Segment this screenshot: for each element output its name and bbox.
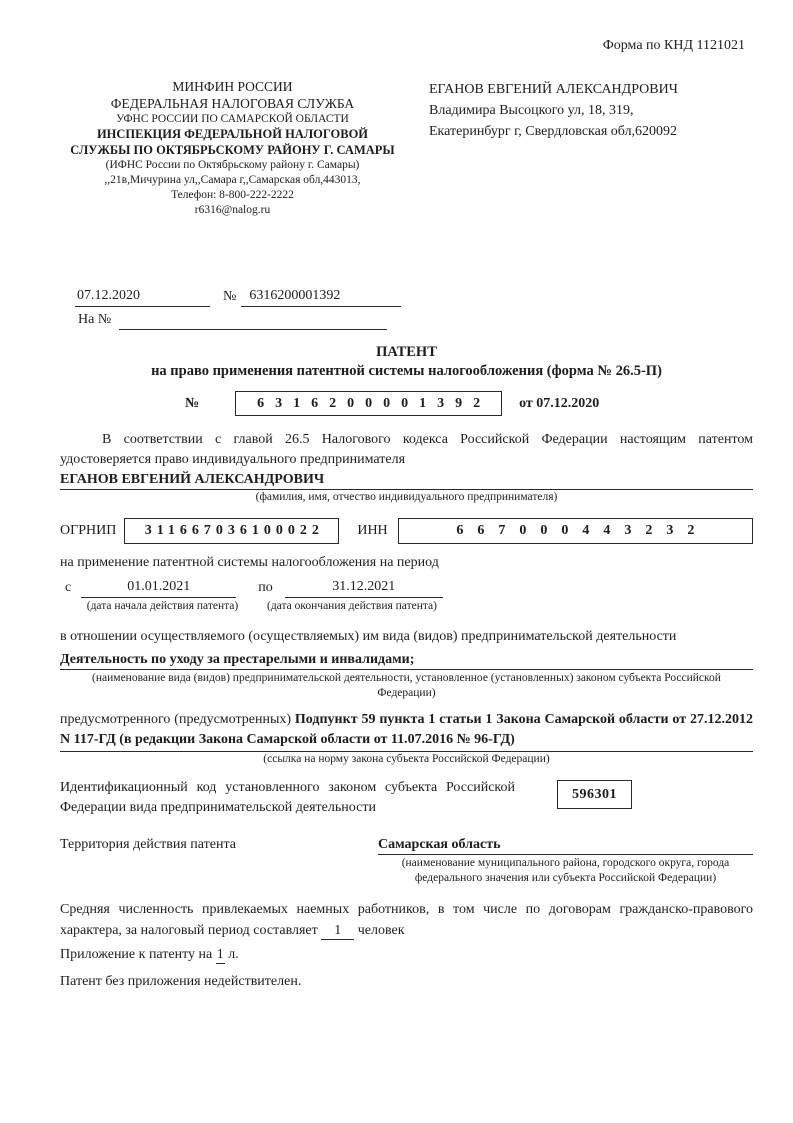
- activity-caption: (наименование вида (видов) предпринимательской деятельности, установленное (установленных) законом субъекта Российской Федерации): [92, 672, 721, 699]
- ids-row: [60, 518, 753, 544]
- title-main: ПАТЕНТ: [376, 344, 437, 360]
- issuer-email: r6316@nalog.ru: [194, 204, 271, 216]
- attachment-pages-value: 1: [216, 947, 224, 962]
- territory-value: Самарская область: [378, 837, 753, 855]
- period-start-date: 01.01.2021: [81, 579, 236, 598]
- patent-number-row: [185, 391, 753, 416]
- issuer-line: ,,21в,Мичурина ул,,Самара г,,Самарская обл,443013,: [104, 174, 361, 186]
- number-sign-label: №: [223, 289, 237, 304]
- issuer-line: УФНС РОССИИ ПО САМАРСКОЙ ОБЛАСТИ: [116, 113, 349, 125]
- issuer-line: СЛУЖБЫ ПО ОКТЯБРЬСКОМУ РАЙОНУ Г. САМАРЫ: [70, 142, 395, 157]
- workers-text-before: Средняя численность привлекаемых наемных работников, в том числе по договорам гражданско-правового характера, за налоговый период составляет: [60, 902, 753, 938]
- reply-reference-row: [60, 310, 753, 330]
- recipient-name: ЕГАНОВ ЕВГЕНИЙ АЛЕКСАНДРОВИЧ: [429, 82, 678, 97]
- issuer-line: ФЕДЕРАЛЬНАЯ НАЛОГОВАЯ СЛУЖБА: [110, 96, 355, 111]
- issuer-block: [60, 78, 405, 218]
- activity-code-row: [60, 778, 753, 818]
- workers-text-after: человек: [357, 923, 405, 938]
- issuer-phone: Телефон: 8-800-222-2222: [171, 189, 294, 201]
- law-reference-paragraph: [60, 710, 753, 752]
- attachment-paragraph: [60, 944, 753, 965]
- inn-label: ИНН: [357, 523, 388, 538]
- document-date: 07.12.2020: [75, 288, 210, 307]
- recipient-address-line: Екатеринбург г, Свердловская обл,620092: [429, 124, 678, 139]
- territory-value-block: [378, 837, 753, 886]
- entrepreneur-caption: (фамилия, имя, отчество индивидуального предпринимателя): [255, 491, 558, 503]
- reference-block: [60, 288, 753, 330]
- period-end-date: 31.12.2021: [285, 579, 443, 598]
- intro-paragraph: В соответствии с главой 26.5 Налогового кодекса Российской Федерации настоящим патентом удостоверяется право индивидуального предпринимателя: [60, 432, 753, 467]
- attachment-text-before: Приложение к патенту на: [60, 947, 213, 962]
- patent-number-sign: №: [185, 395, 200, 411]
- form-code-label: Форма по КНД 1121021: [602, 38, 745, 53]
- territory-row: [60, 837, 753, 886]
- patent-number-box: 6316200001392: [235, 391, 502, 416]
- workers-count-value: 1: [321, 923, 354, 940]
- inn-value-box: 667000443232: [398, 518, 753, 544]
- law-reference-prefix: предусмотренного (предусмотренных): [60, 712, 292, 727]
- reply-to-label: На №: [78, 312, 112, 327]
- territory-label: Территория действия патента: [60, 837, 236, 852]
- issuer-line: ИНСПЕКЦИЯ ФЕДЕРАЛЬНОЙ НАЛОГОВОЙ: [96, 127, 369, 141]
- recipient-block: [429, 78, 678, 218]
- law-reference-text: Подпункт 59 пункта 1 статьи 1 Закона Самарской области от 27.12.2012 N 117-ГД (в редакции Закона Самарской области от 11.07.2016 № 96-ГД): [60, 712, 753, 747]
- period-to-label: по: [258, 580, 273, 595]
- title-subtitle: на право применения патентной системы налогообложения (форма № 26.5-П): [151, 363, 662, 379]
- ogrnip-value-box: 311667036100022: [124, 518, 339, 544]
- reply-to-blank-line: [119, 310, 387, 330]
- territory-caption: (наименование муниципального района, городского округа, города федерального значения или субъекта Российской Федерации): [401, 857, 730, 884]
- issuer-line: МИНФИН РОССИИ: [172, 79, 293, 94]
- activity-code-box: 596301: [557, 780, 632, 809]
- recipient-address-line: Владимира Высоцкого ул, 18, 319,: [429, 103, 634, 118]
- workers-paragraph: [60, 899, 753, 941]
- patent-issue-date: от 07.12.2020: [519, 395, 600, 411]
- period-from-label: с: [65, 580, 72, 595]
- document-header: [60, 78, 753, 218]
- period-row: [60, 579, 753, 598]
- reference-row: [60, 288, 753, 307]
- activity-name: Деятельность по уходу за престарелыми и инвалидами;: [60, 652, 753, 670]
- ogrnip-label: ОГРНИП: [60, 523, 117, 538]
- attachment-text-after: л.: [228, 947, 239, 962]
- period-start-caption: (дата начала действия патента): [86, 600, 239, 612]
- document-title: [60, 343, 753, 381]
- period-captions: [60, 599, 753, 614]
- activity-code-text: Идентификационный код установленного законом субъекта Российской Федерации вида предпринимательской деятельности: [60, 780, 515, 815]
- entrepreneur-name: ЕГАНОВ ЕВГЕНИЙ АЛЕКСАНДРОВИЧ: [60, 472, 753, 490]
- document-number: 6316200001392: [241, 288, 401, 307]
- activity-intro: в отношении осуществляемого (осуществляемых) им вида (видов) предпринимательской деятельности: [60, 629, 677, 644]
- period-intro: на применение патентной системы налогообложения на период: [60, 555, 439, 570]
- issuer-line: (ИФНС России по Октябрьскому району г. Самары): [105, 159, 360, 171]
- footer-note: Патент без приложения недействителен.: [60, 974, 302, 989]
- period-end-caption: (дата окончания действия патента): [267, 600, 437, 612]
- law-reference-caption: (ссылка на норму закона субъекта Российской Федерации): [263, 753, 550, 765]
